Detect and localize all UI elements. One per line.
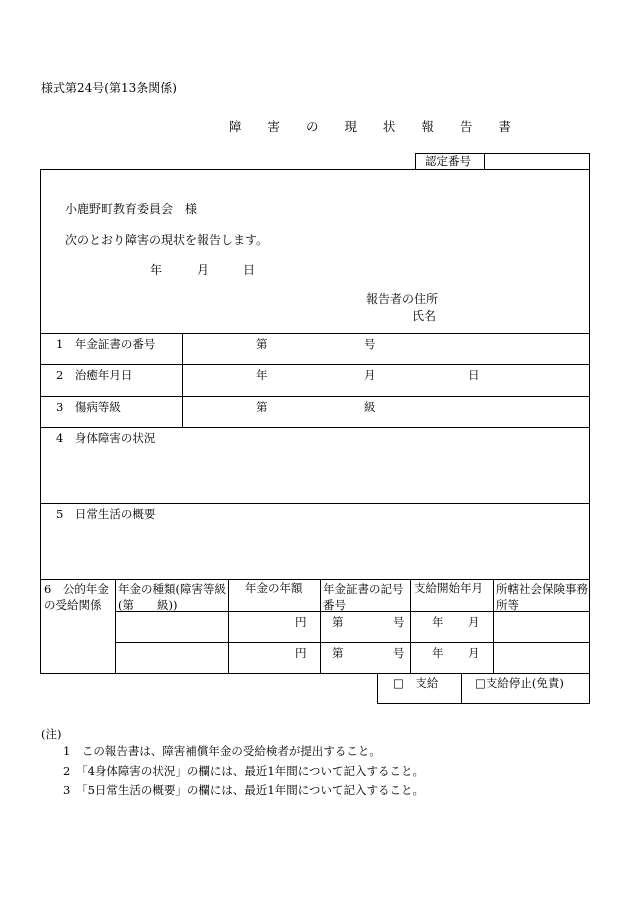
date-day: 日 xyxy=(243,263,256,277)
stopped-checkbox[interactable]: □支給停止(免責) xyxy=(475,676,564,690)
header-annual-amount: 年金の年額 xyxy=(245,581,303,595)
rowB-yen: 円 xyxy=(295,646,307,660)
header-office: 所轄社会保険事務所等 xyxy=(496,582,588,612)
rowB-go: 号 xyxy=(393,646,405,660)
rowA-yen: 円 xyxy=(295,615,307,629)
row-cure-date-day: 日 xyxy=(468,368,480,382)
intro-text: 次のとおり障害の現状を報告します。 xyxy=(65,233,269,247)
rowB-dai: 第 xyxy=(332,646,344,660)
rowA-month: 月 xyxy=(468,615,480,629)
rowA-dai: 第 xyxy=(332,615,344,629)
row-daily-life-label: 5 日常生活の概要 xyxy=(56,507,156,521)
row-grade-kyu: 級 xyxy=(364,400,376,414)
reporter-name-label: 氏名 xyxy=(412,309,437,323)
header-cert-code: 年金証書の記号番号 xyxy=(323,582,404,612)
date-year: 年 xyxy=(150,263,163,277)
rowA-go: 号 xyxy=(393,615,405,629)
paid-checkbox[interactable]: □ 支給 xyxy=(393,676,439,690)
row-disability-status-label: 4 身体障害の状況 xyxy=(56,431,156,445)
addressee: 小鹿野町教育委員会 様 xyxy=(65,202,198,216)
header-pension-type: 年金の種類(障害等級(第 級)) xyxy=(118,582,226,612)
row-pension-cert-dai: 第 xyxy=(256,337,268,351)
cert-number-label: 認定番号 xyxy=(425,154,471,168)
reporter-address-label: 報告者の住所 xyxy=(366,292,439,306)
page-title: 障 害 の 現 状 報 告 書 xyxy=(229,119,522,134)
row-pension-cert-go: 号 xyxy=(364,337,376,351)
cert-number-field[interactable] xyxy=(486,155,586,168)
rowA-year: 年 xyxy=(432,615,444,629)
row-cure-date-month: 月 xyxy=(364,368,376,382)
row-cure-date-label: 2 治癒年月日 xyxy=(56,368,133,382)
form-number: 様式第24号(第13条関係) xyxy=(41,81,177,95)
row-pension-cert-label: 1 年金証書の番号 xyxy=(56,337,156,351)
note-item: 2 「4身体障害の状況」の欄には、最近1年間について記入すること。 xyxy=(63,764,424,778)
notes-header: (注) xyxy=(41,727,62,741)
header-start-date: 支給開始年月 xyxy=(414,581,483,595)
note-item: 1 この報告書は、障害補償年金の受給検者が提出すること。 xyxy=(63,744,381,758)
rowB-year: 年 xyxy=(432,646,444,660)
section6-label: 6 公的年金の受給関係 xyxy=(44,582,109,612)
row-cure-date-year: 年 xyxy=(256,368,268,382)
row-grade-dai: 第 xyxy=(256,400,268,414)
row-grade-label: 3 傷病等級 xyxy=(56,400,121,414)
date-month: 月 xyxy=(197,263,210,277)
rowB-month: 月 xyxy=(468,646,480,660)
note-item: 3 「5日常生活の概要」の欄には、最近1年間について記入すること。 xyxy=(63,783,424,797)
